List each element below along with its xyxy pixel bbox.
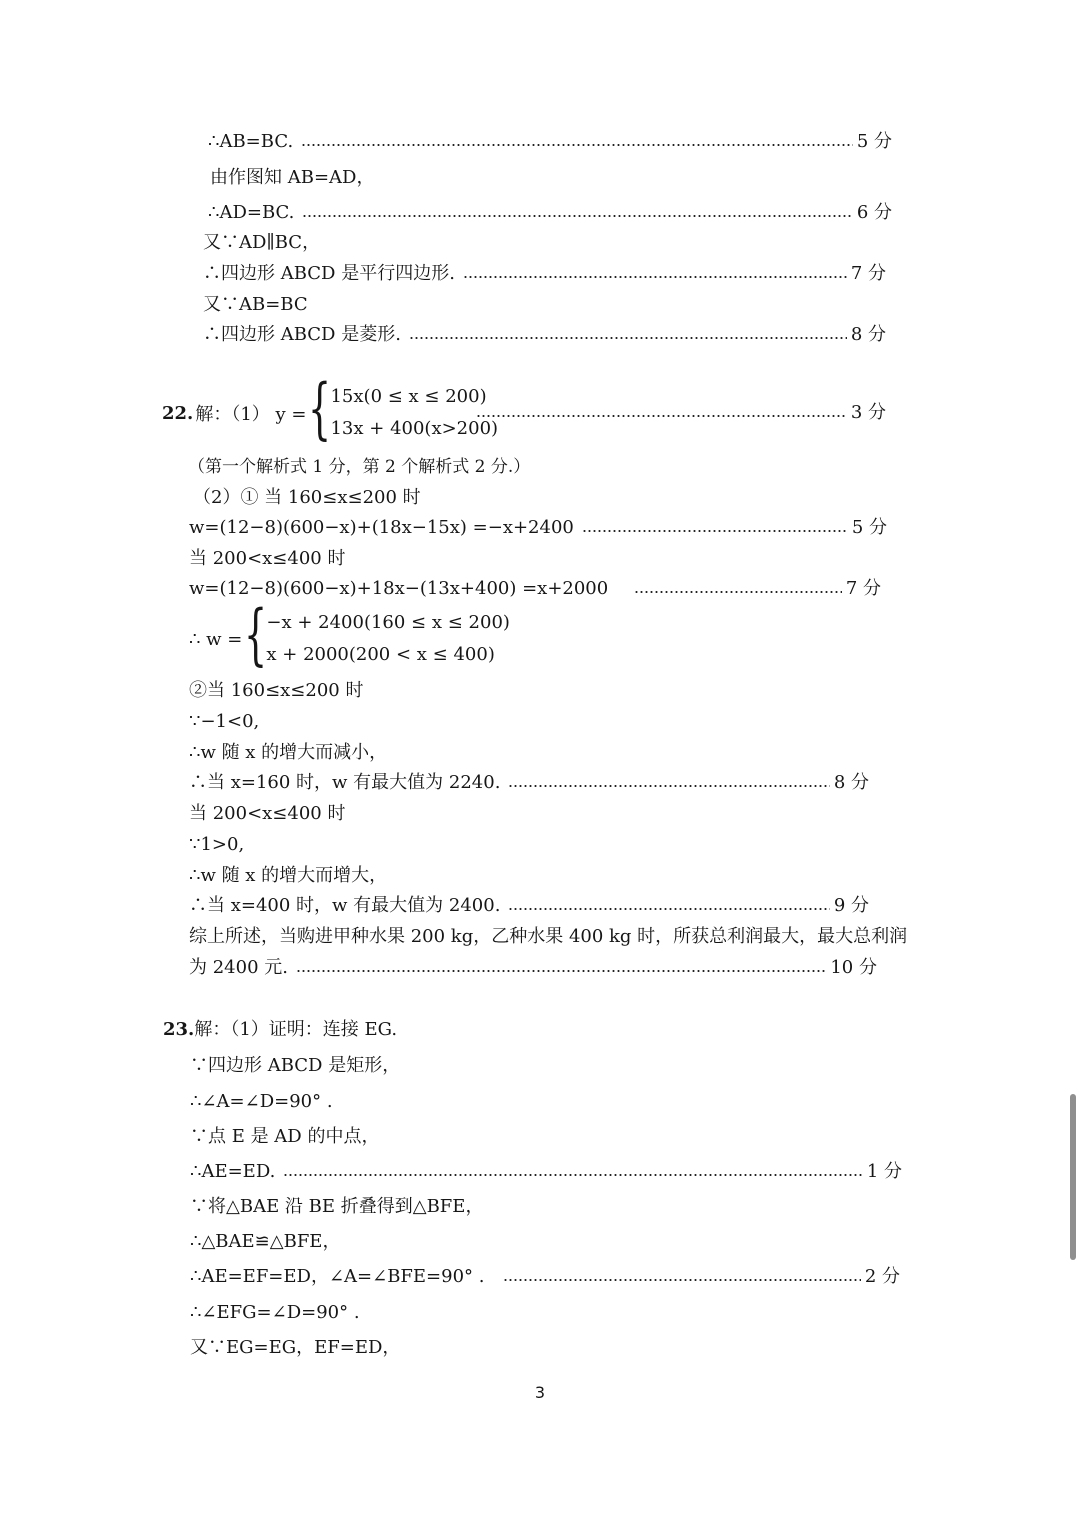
dot-leader [409, 337, 847, 339]
score: 8 分 [850, 324, 886, 345]
q21-line-4: 又∵AD∥BC， [203, 232, 321, 253]
dot-leader [476, 415, 847, 417]
q23-l7-line [190, 1261, 900, 1293]
q21-line-1 [208, 126, 892, 158]
q23-l3: ∵点 E 是 AD 的中点， [190, 1126, 380, 1147]
line-text: ∴四边形 ABCD 是平行四边形. [203, 263, 455, 284]
dot-leader [508, 908, 829, 910]
score: 2 分 [864, 1266, 900, 1287]
case-1: 15x(0 ≤ x ≤ 200) [330, 386, 487, 407]
line-text: ∴AE=EF=ED，∠A=∠BFE=90° . [190, 1266, 485, 1287]
line-text: 解：（1）证明：连接 EG. [194, 1019, 398, 1040]
q21-line-3 [208, 197, 892, 229]
question-number: 22. [162, 402, 194, 424]
dot-leader [463, 276, 847, 278]
q23-l4-line [190, 1156, 902, 1188]
q22-s5: 当 200<x≤400 时 [189, 803, 346, 824]
dot-leader [302, 215, 852, 217]
q23-l1: ∵四边形 ABCD 是矩形， [190, 1055, 401, 1076]
q22-w2-line [189, 573, 881, 605]
formula-lead: ∴ w = [189, 628, 243, 650]
line-text: ∴当 x=160 时，w 有最大值为 2240. [189, 772, 501, 793]
q21-line-2: 由作图知 AB=AD， [210, 167, 375, 188]
line-text: 为 2400 元. [189, 957, 288, 978]
q21-line-5 [203, 258, 886, 290]
q22-s9: 综上所述，当购进甲种水果 200 kg，乙种水果 400 kg 时，所获总利润最大，最大总利润 [189, 926, 908, 947]
q22-s6: ∵1>0, [189, 834, 245, 855]
q23-l8: ∴∠EFG=∠D=90° . [190, 1302, 360, 1323]
q22-s1: ②当 160≤x≤200 时 [189, 680, 364, 701]
line-text: ∴当 x=400 时，w 有最大值为 2400. [189, 895, 501, 916]
dot-leader [283, 1174, 862, 1176]
score: 7 分 [845, 578, 881, 599]
q22-score-note: （第一个解析式 1 分，第 2 个解析式 2 分.） [188, 457, 531, 477]
q22-part1-formula [162, 370, 499, 447]
score: 7 分 [850, 263, 886, 284]
line-text: ∴AB=BC. [208, 131, 294, 152]
score: 1 分 [866, 1161, 902, 1182]
q22-s8-line [189, 890, 869, 922]
q21-line-7 [203, 319, 886, 351]
score: 5 分 [856, 131, 892, 152]
line-text: ∴AD=BC. [208, 202, 295, 223]
case-2: 13x + 400(x>200) [330, 418, 499, 439]
q21-line-6: 又∵AB=BC [203, 294, 308, 315]
piecewise-cases [266, 607, 510, 671]
q23-l9: 又∵EG=EG，EF=ED， [190, 1337, 401, 1358]
dot-leader [582, 530, 848, 532]
formula-lead: 解：（1） y = [195, 404, 307, 425]
q22-cond2: 当 200<x≤400 时 [189, 548, 346, 569]
line-text: w=(12−8)(600−x)+18x−(13x+400) =x+2000 [189, 578, 609, 599]
q22-s7: ∴w 随 x 的增大而增大， [189, 865, 388, 886]
score: 6 分 [856, 202, 892, 223]
score: 9 分 [833, 895, 869, 916]
q22-part2-head: （2）① 当 160≤x≤200 时 [193, 487, 421, 508]
q22-s2: ∵−1<0, [189, 711, 260, 732]
q22-s3: ∴w 随 x 的增大而减小， [189, 742, 388, 763]
q22-w-piecewise [189, 596, 510, 673]
page-number: 3 [534, 1383, 546, 1402]
scrollbar-thumb[interactable] [1070, 1094, 1076, 1260]
q23-l5: ∵将△BAE 沿 BE 折叠得到△BFE， [190, 1196, 484, 1217]
dot-leader [634, 591, 842, 593]
q22-s4-line [189, 767, 869, 799]
q23-l2: ∴∠A=∠D=90° . [190, 1091, 333, 1112]
score: 8 分 [833, 772, 869, 793]
brace-symbol: { [308, 370, 332, 447]
score: 5 分 [851, 517, 887, 538]
q22-s10-line [189, 952, 877, 984]
dot-leader [301, 144, 853, 146]
dot-leader [296, 970, 826, 972]
dot-leader [503, 1279, 861, 1281]
line-text: ∴AE=ED. [190, 1161, 276, 1182]
question-number: 23. [163, 1019, 195, 1040]
case-2: x + 2000(200 < x ≤ 400) [266, 644, 495, 665]
q22-part1-score-line [468, 397, 886, 429]
score: 10 分 [830, 957, 877, 978]
line-text: w=(12−8)(600−x)+(18x−15x) =−x+2400 [189, 517, 574, 538]
line-text: ∴四边形 ABCD 是菱形. [203, 324, 401, 345]
q22-w1-line [189, 512, 887, 544]
q23-head [163, 1014, 397, 1046]
score: 3 分 [850, 402, 886, 423]
brace-symbol: { [244, 596, 268, 673]
dot-leader [508, 785, 829, 787]
case-1: −x + 2400(160 ≤ x ≤ 200) [266, 612, 510, 633]
q23-l6: ∴△BAE≌△BFE， [190, 1231, 341, 1252]
